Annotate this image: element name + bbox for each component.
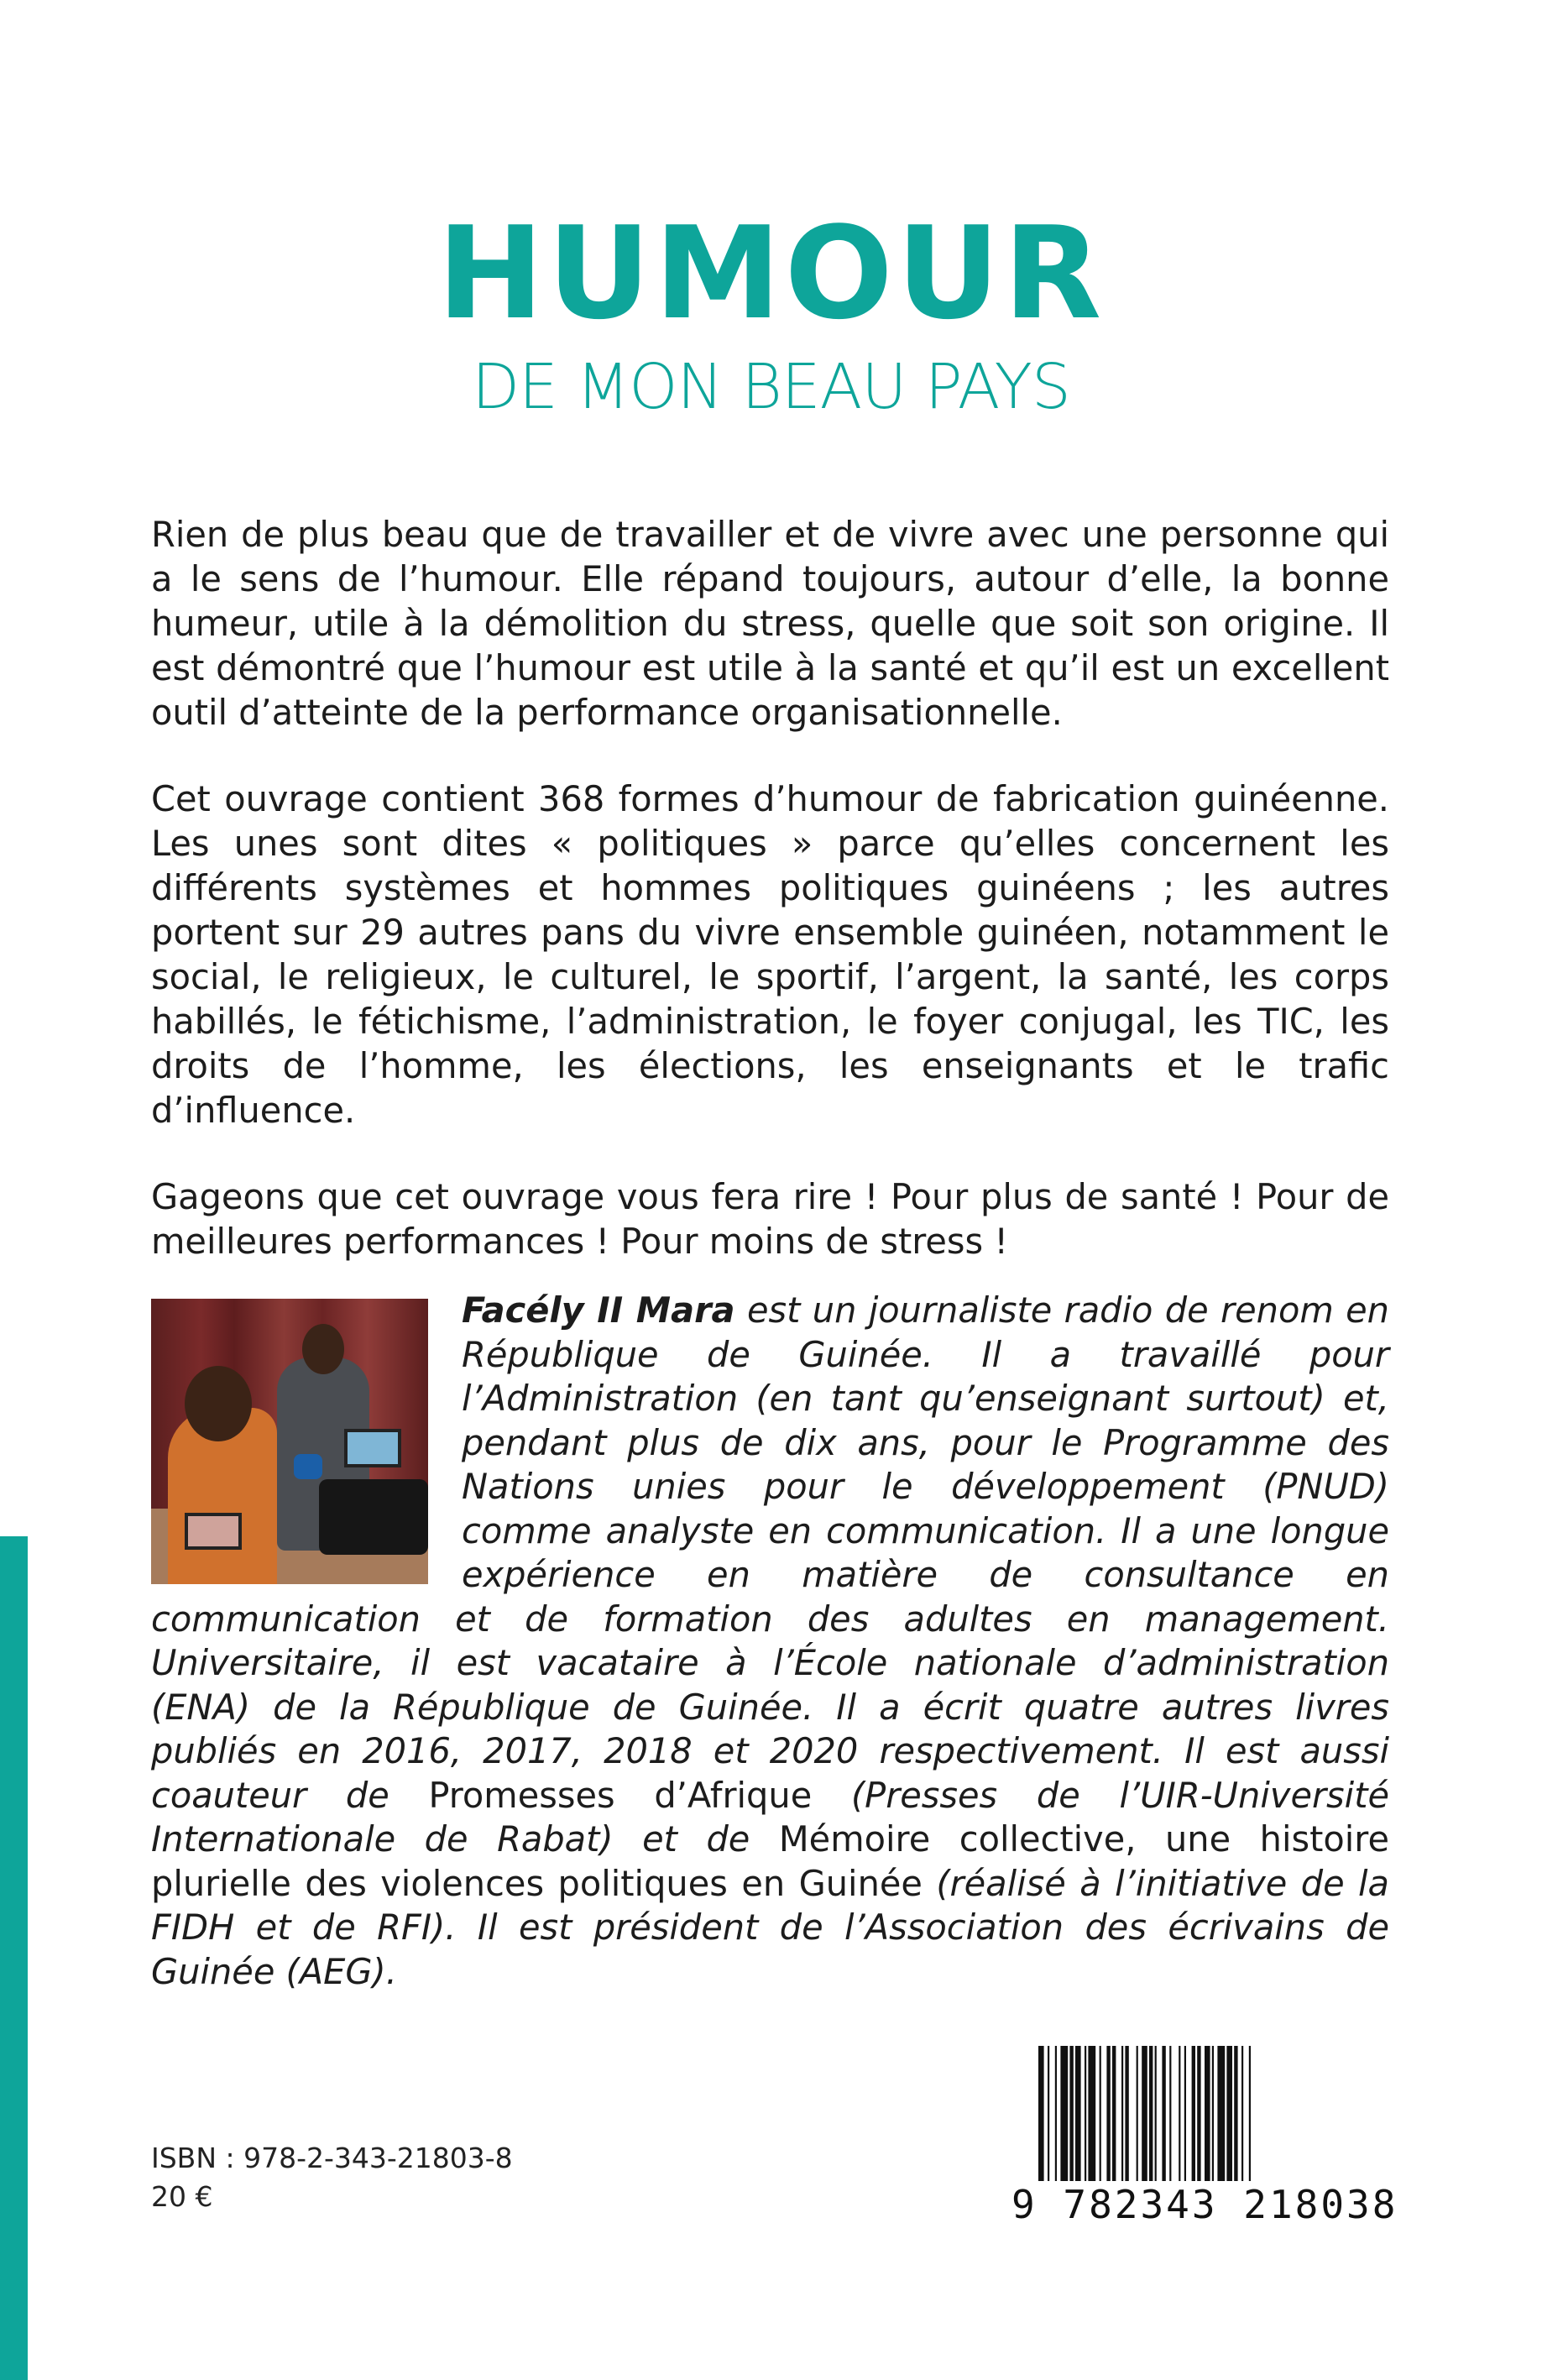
bio-segment: (Presses de l’UIR-Université Internationale de Rabat) et de [151, 1774, 1389, 1860]
bio-segment: (réalisé à l’initiative de la FIDH et de RFI). Il est président de l’Association des écrivains de Guinée (AEG). [151, 1862, 1389, 1992]
book-subtitle: DE MON BEAU PAYS [472, 351, 1070, 423]
barcode-digits: 9 782343 218038 [1011, 2182, 1398, 2227]
book-title: HUMOUR [436, 199, 1106, 348]
blurb-paragraph: Gageons que cet ouvrage vous fera rire ! Pour plus de santé ! Pour de meilleures performances ! Pour moins de stress ! [151, 1176, 1389, 1262]
author-bio [151, 1289, 1389, 1994]
accent-side-bar [0, 1536, 28, 2380]
author-name: Facély II Mara [462, 1289, 735, 1331]
isbn-block [151, 2139, 513, 2216]
blurb-paragraph: Rien de plus beau que de travailler et de vivre avec une personne qui a le sens de l’humour. Elle répand toujours, autour d’elle, la bonne humeur, utile à la démolition du stress, quelle que soit son origine. Il est démontré que l’humour est utile à la santé et qu’il est un excellent outil d’atteinte de la performance organisationnelle. [151, 514, 1389, 733]
isbn: ISBN : 978-2-343-21803-8 [151, 2142, 513, 2174]
blurb-paragraph: Cet ouvrage contient 368 formes d’humour de fabrication guinéenne. Les unes sont dites « politiques » parce qu’elles concernent les différents systèmes et hommes politiques guinéens ; les autres portent sur 29 autres pans du vivre ensemble guinéen, notamment le social, le religieux, le culturel, le sportif, l’argent, la santé, les corps habillés, le fétichisme, l’administration, le foyer conjugal, les TIC, les droits de l’homme, les élections, les enseignants et le trafic d’influence. [151, 778, 1389, 1131]
author-photo [151, 1299, 428, 1584]
title-block [0, 199, 1542, 423]
price: 20 € [151, 2180, 213, 2213]
book-title-reference: Mémoire collective, une histoire plurielle des violences politiques en Guinée [151, 1818, 1389, 1904]
book-title-reference: Promesses d’Afrique [428, 1774, 813, 1816]
blurb [151, 512, 1389, 1305]
bio-segment: est un journaliste radio de renom en République de Guinée. Il a travaillé pour l’Administration (en tant qu’enseignant surtout) et, pendant plus de dix ans, pour le Programme des Nations unies pour le développement (PNUD) comme analyste en communication. Il a une longue expérience en matière de consultance en communication et de formation des adultes en management. Universitaire, il est vacataire à l’École nationale d’administration (ENA) de la République de Guinée. Il a écrit quatre autres livres publiés en 2016, 2017, 2018 et 2020 respectivement. Il est aussi coauteur de [151, 1289, 1389, 1816]
